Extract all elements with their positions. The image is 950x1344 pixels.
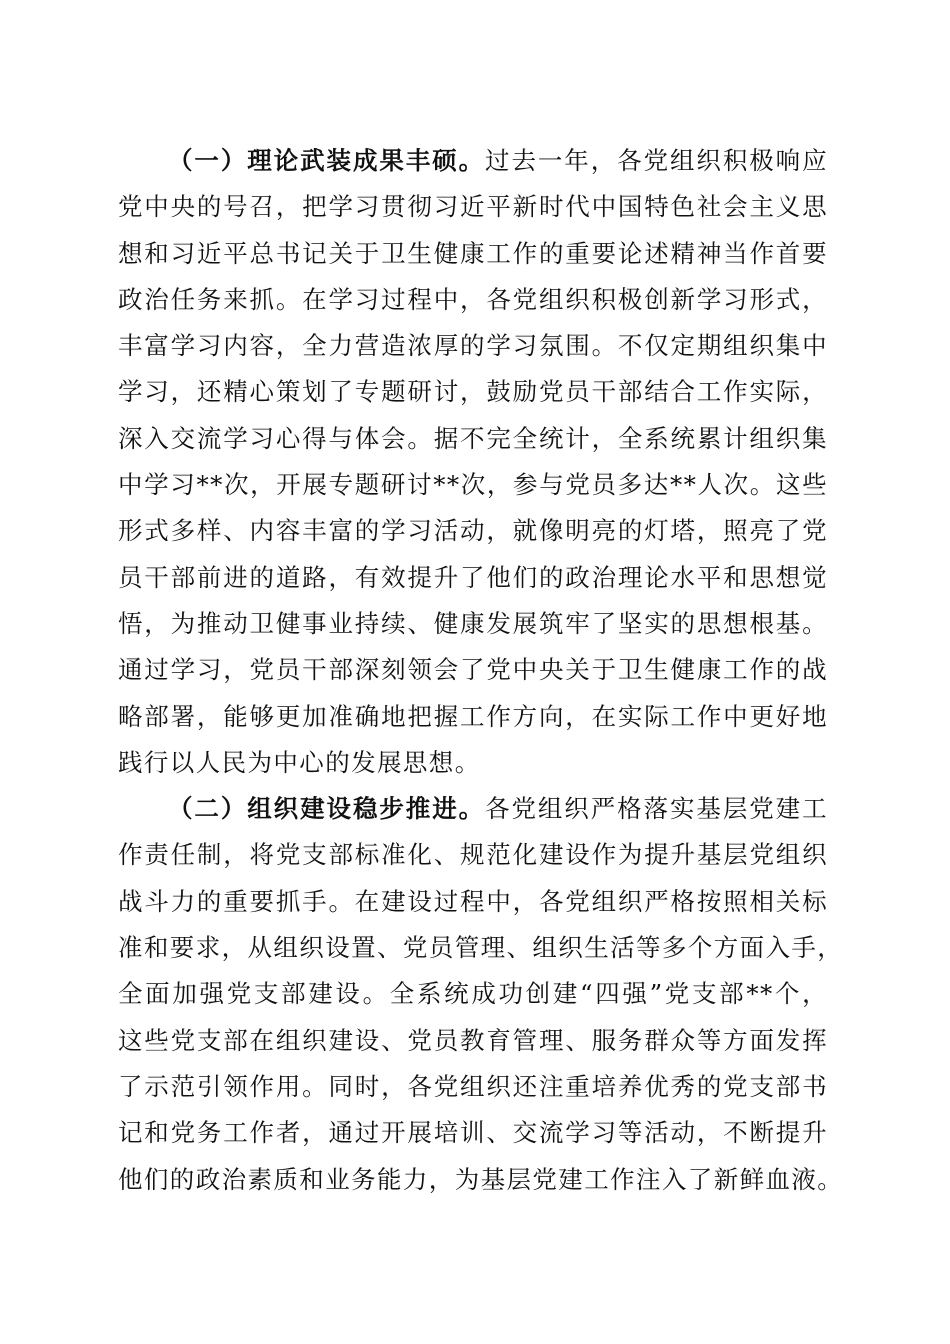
- paragraph-line: 政治任务来抓。在学习过程中，各党组织积极创新学习形式，: [118, 284, 828, 314]
- document-body: [118, 138, 844, 1203]
- paragraph-line: [118, 138, 828, 184]
- paragraph-line: 这些党支部在组织建设、党员教育管理、服务群众等方面发挥: [118, 1025, 828, 1055]
- paragraph-line: 通过学习，党员干部深刻领会了党中央关于卫生健康工作的战: [118, 655, 828, 685]
- paragraph-text: 过去一年，各党组织积极响应: [485, 146, 828, 175]
- paragraph-heading: （二）组织建设稳步推进。: [168, 794, 486, 824]
- paragraph-line: 员干部前进的道路，有效提升了他们的政治理论水平和思想觉: [118, 562, 828, 592]
- paragraph-heading: （一）理论武装成果丰硕。: [168, 146, 486, 175]
- paragraph-line: 践行以人民为中心的发展思想。: [118, 747, 481, 777]
- paragraph-line: [118, 786, 828, 832]
- paragraph-line: 战斗力的重要抓手。在建设过程中，各党组织严格按照相关标: [118, 886, 828, 916]
- paragraph-line: 形式多样、内容丰富的学习活动，就像明亮的灯塔，照亮了党: [118, 516, 828, 546]
- paragraph-line: 想和习近平总书记关于卫生健康工作的重要论述精神当作首要: [118, 238, 828, 268]
- paragraph-line: 学习，还精心策划了专题研讨，鼓励党员干部结合工作实际，: [118, 377, 828, 407]
- paragraph-line: 深入交流学习心得与体会。据不完全统计，全系统累计组织集: [118, 423, 828, 453]
- paragraph-line: 略部署，能够更加准确地把握工作方向，在实际工作中更好地: [118, 701, 828, 731]
- paragraph-line: 作责任制，将党支部标准化、规范化建设作为提升基层党组织: [118, 840, 828, 870]
- paragraph-line: 准和要求，从组织设置、党员管理、组织生活等多个方面入手，: [118, 933, 844, 963]
- paragraph-theory-armament: [118, 138, 828, 786]
- paragraph-line: 悟，为推动卫健事业持续、健康发展筑牢了坚实的思想根基。: [118, 608, 828, 638]
- paragraph-organization-building: [118, 786, 844, 1203]
- paragraph-line: 他们的政治素质和业务能力，为基层党建工作注入了新鲜血液。: [118, 1164, 844, 1194]
- paragraph-text: 各党组织严格落实基层党建工: [485, 794, 828, 824]
- paragraph-line: 全面加强党支部建设。全系统成功创建“四强”党支部**个，: [118, 979, 828, 1009]
- paragraph-line: 记和党务工作者，通过开展培训、交流学习等活动，不断提升: [118, 1118, 828, 1148]
- paragraph-line: 中学习**次，开展专题研讨**次，参与党员多达**人次。这些: [118, 470, 828, 500]
- paragraph-line: 党中央的号召，把学习贯彻习近平新时代中国特色社会主义思: [118, 192, 828, 222]
- paragraph-line: 丰富学习内容，全力营造浓厚的学习氛围。不仅定期组织集中: [118, 331, 828, 361]
- paragraph-line: 了示范引领作用。同时，各党组织还注重培养优秀的党支部书: [118, 1071, 828, 1101]
